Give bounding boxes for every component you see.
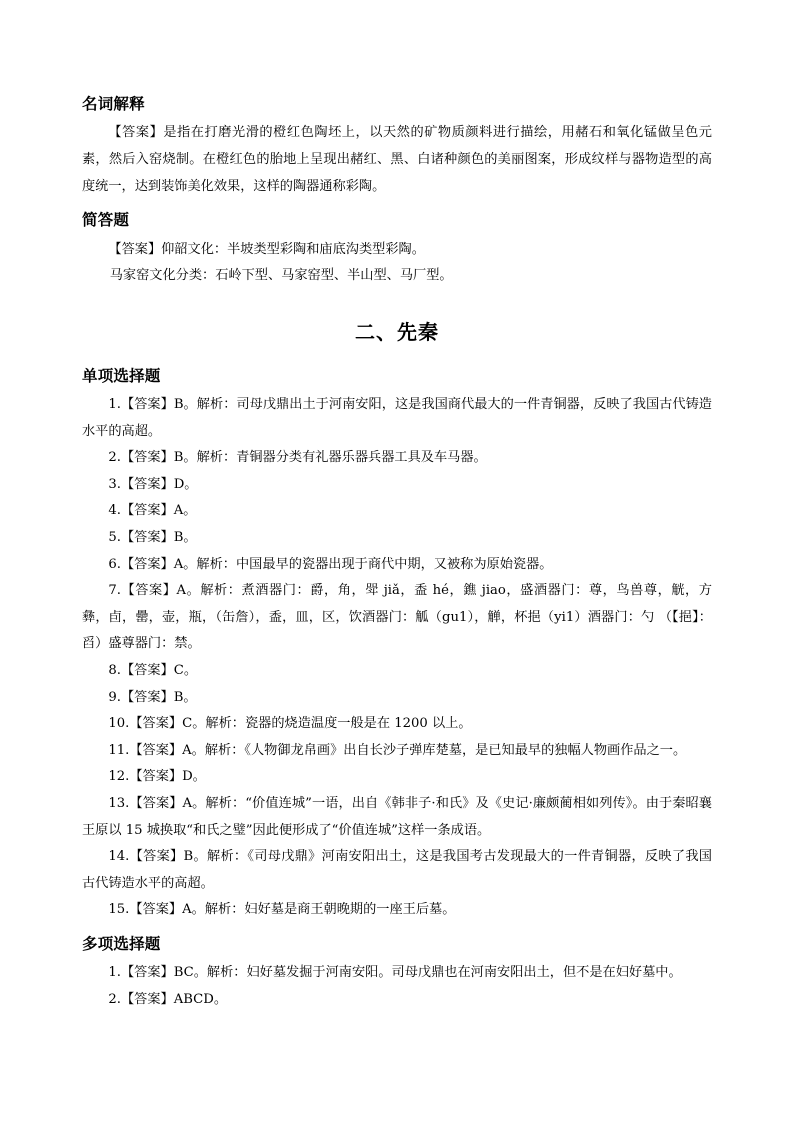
paragraph-short-answer-1: 【答案】仰韶文化：半坡类型彩陶和庙底沟类型彩陶。 bbox=[108, 241, 425, 257]
list-item: 5.【答案】B。 bbox=[108, 530, 197, 546]
paragraph-short-answer-2: 马家窑文化分类：石岭下型、马家窑型、半山型、马厂型。 bbox=[109, 268, 453, 284]
list-item: 14.【答案】B。解析：《司母戊鼎》河南安阳出土，这是我国考古发现最大的一件青铜器，反映了我国古代铸造水平的高超。 bbox=[82, 849, 712, 891]
list-item: 4.【答案】A。 bbox=[108, 503, 197, 519]
document-body bbox=[82, 95, 712, 1014]
single-choice-answer-list bbox=[82, 392, 712, 924]
list-item: 2.【答案】B。解析：青铜器分类有礼器乐器兵器工具及车马器。 bbox=[108, 450, 487, 466]
list-item: 15.【答案】A。解析：妇好墓是商王朝晚期的一座王后墓。 bbox=[108, 902, 456, 918]
heading-single-choice: 单项选择题 bbox=[82, 366, 161, 385]
list-item: 12.【答案】D。 bbox=[108, 769, 206, 785]
heading-multi-choice: 多项选择题 bbox=[82, 934, 161, 953]
paragraph-noun-explanation-answer: 【答案】是指在打磨光滑的橙红色陶坯上，以天然的矿物质颜料进行描绘，用赭石和氧化锰做呈色元素，然后入窑烧制。在橙红色的胎地上呈现出赭红、黑、白诸种颜色的美丽图案，形成纹样与器物造型的高度统一，达到装饰美化效果，这样的陶器通称彩陶。 bbox=[82, 125, 712, 194]
list-item: 8.【答案】C。 bbox=[108, 663, 198, 679]
list-item: 10.【答案】C。解析：瓷器的烧造温度一般是在 1200 以上。 bbox=[108, 716, 472, 732]
list-item: 13.【答案】A。解析：“价值连城”一语，出自《韩非子·和氏》及《史记·廉颇蔺相如列传》。由于秦昭襄王原以 15 城换取“和氏之璧”因此便形成了“价值连城”这样一条成语。 bbox=[82, 796, 712, 838]
list-item: 1.【答案】BC。解析：妇好墓发掘于河南安阳。司母戊鼎也在河南安阳出土，但不是在妇好墓中。 bbox=[108, 965, 682, 981]
list-item: 11.【答案】A。解析：《人物御龙帛画》出自长沙子弹库楚墓，是已知最早的独幅人物画作品之一。 bbox=[108, 742, 687, 758]
list-item: 1.【答案】B。解析：司母戊鼎出土于河南安阳，这是我国商代最大的一件青铜器，反映了我国古代铸造水平的高超。 bbox=[82, 397, 712, 439]
heading-noun-explanation: 名词解释 bbox=[82, 95, 145, 113]
multi-choice-answer-list bbox=[82, 960, 712, 1013]
chapter-title: 二、先秦 bbox=[355, 319, 439, 344]
list-item: 7.【答案】A。解析：煮酒器门：爵，角，斝 jiǎ，盉 hé，鐎 jiao，盛酒器门：尊，鸟兽尊，觥，方彝，卣，罍，壶，瓶，（缶詹），盉，皿，区，饮酒器门：觚（gu1），觯，杯挹（yi1）酒器门：勺 （【挹】：舀）盛尊器门：禁。 bbox=[82, 583, 712, 652]
list-item: 2.【答案】ABCD。 bbox=[108, 991, 228, 1007]
list-item: 9.【答案】B。 bbox=[108, 689, 197, 705]
list-item: 3.【答案】D。 bbox=[108, 476, 198, 492]
heading-short-answer: 简答题 bbox=[82, 211, 130, 230]
list-item: 6.【答案】A。解析：中国最早的瓷器出现于商代中期，又被称为原始瓷器。 bbox=[108, 556, 553, 572]
